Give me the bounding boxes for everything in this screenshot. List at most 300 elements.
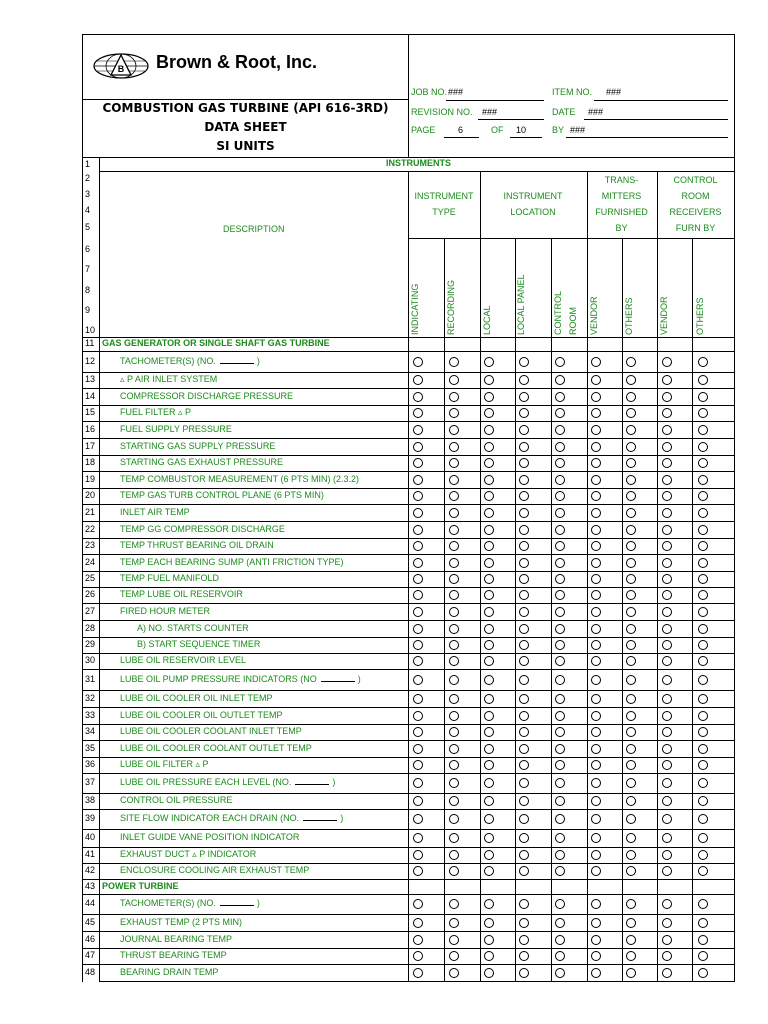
option-circle[interactable] — [519, 508, 529, 518]
option-circle[interactable] — [698, 558, 708, 568]
option-circle[interactable] — [484, 760, 494, 770]
option-circle[interactable] — [484, 442, 494, 452]
option-circle[interactable] — [662, 694, 672, 704]
option-circle[interactable] — [662, 541, 672, 551]
option-circle[interactable] — [519, 760, 529, 770]
option-circle[interactable] — [413, 866, 423, 876]
option-circle[interactable] — [626, 607, 636, 617]
option-circle[interactable] — [413, 558, 423, 568]
option-circle[interactable] — [555, 694, 565, 704]
option-circle[interactable] — [662, 357, 672, 367]
option-circle[interactable] — [519, 675, 529, 685]
option-circle[interactable] — [413, 357, 423, 367]
option-circle[interactable] — [591, 357, 601, 367]
option-circle[interactable] — [698, 760, 708, 770]
option-circle[interactable] — [519, 833, 529, 843]
option-circle[interactable] — [626, 778, 636, 788]
option-circle[interactable] — [519, 558, 529, 568]
option-circle[interactable] — [484, 744, 494, 754]
option-circle[interactable] — [484, 968, 494, 978]
option-circle[interactable] — [413, 711, 423, 721]
option-circle[interactable] — [698, 814, 708, 824]
option-circle[interactable] — [662, 727, 672, 737]
option-circle[interactable] — [591, 607, 601, 617]
option-circle[interactable] — [555, 541, 565, 551]
option-circle[interactable] — [413, 814, 423, 824]
option-circle[interactable] — [413, 640, 423, 650]
option-circle[interactable] — [484, 574, 494, 584]
option-circle[interactable] — [662, 744, 672, 754]
option-circle[interactable] — [413, 833, 423, 843]
option-circle[interactable] — [519, 357, 529, 367]
option-circle[interactable] — [626, 675, 636, 685]
option-circle[interactable] — [555, 458, 565, 468]
option-circle[interactable] — [662, 656, 672, 666]
option-circle[interactable] — [484, 508, 494, 518]
option-circle[interactable] — [591, 624, 601, 634]
option-circle[interactable] — [662, 866, 672, 876]
option-circle[interactable] — [555, 525, 565, 535]
option-circle[interactable] — [698, 574, 708, 584]
option-circle[interactable] — [484, 375, 494, 385]
option-circle[interactable] — [449, 458, 459, 468]
option-circle[interactable] — [626, 694, 636, 704]
option-circle[interactable] — [591, 951, 601, 961]
option-circle[interactable] — [555, 508, 565, 518]
option-circle[interactable] — [519, 656, 529, 666]
option-circle[interactable] — [519, 607, 529, 617]
option-circle[interactable] — [413, 574, 423, 584]
option-circle[interactable] — [662, 918, 672, 928]
option-circle[interactable] — [449, 778, 459, 788]
option-circle[interactable] — [591, 814, 601, 824]
option-circle[interactable] — [413, 375, 423, 385]
option-circle[interactable] — [519, 425, 529, 435]
option-circle[interactable] — [555, 778, 565, 788]
option-circle[interactable] — [519, 458, 529, 468]
option-circle[interactable] — [626, 951, 636, 961]
option-circle[interactable] — [698, 525, 708, 535]
option-circle[interactable] — [484, 475, 494, 485]
option-circle[interactable] — [519, 574, 529, 584]
option-circle[interactable] — [413, 899, 423, 909]
option-circle[interactable] — [555, 624, 565, 634]
option-circle[interactable] — [519, 590, 529, 600]
option-circle[interactable] — [449, 475, 459, 485]
option-circle[interactable] — [519, 951, 529, 961]
option-circle[interactable] — [413, 590, 423, 600]
option-circle[interactable] — [449, 525, 459, 535]
option-circle[interactable] — [413, 508, 423, 518]
option-circle[interactable] — [555, 491, 565, 501]
option-circle[interactable] — [698, 475, 708, 485]
option-circle[interactable] — [698, 850, 708, 860]
option-circle[interactable] — [698, 727, 708, 737]
option-circle[interactable] — [555, 744, 565, 754]
option-circle[interactable] — [626, 968, 636, 978]
option-circle[interactable] — [413, 968, 423, 978]
option-circle[interactable] — [591, 574, 601, 584]
option-circle[interactable] — [662, 475, 672, 485]
option-circle[interactable] — [626, 760, 636, 770]
option-circle[interactable] — [413, 760, 423, 770]
option-circle[interactable] — [555, 408, 565, 418]
count-blank-field[interactable] — [303, 820, 337, 821]
option-circle[interactable] — [413, 475, 423, 485]
option-circle[interactable] — [449, 590, 459, 600]
option-circle[interactable] — [591, 558, 601, 568]
option-circle[interactable] — [698, 951, 708, 961]
option-circle[interactable] — [484, 458, 494, 468]
option-circle[interactable] — [626, 408, 636, 418]
option-circle[interactable] — [484, 675, 494, 685]
option-circle[interactable] — [591, 899, 601, 909]
option-circle[interactable] — [413, 541, 423, 551]
option-circle[interactable] — [555, 935, 565, 945]
option-circle[interactable] — [662, 392, 672, 402]
option-circle[interactable] — [413, 624, 423, 634]
option-circle[interactable] — [626, 458, 636, 468]
option-circle[interactable] — [626, 656, 636, 666]
option-circle[interactable] — [591, 640, 601, 650]
option-circle[interactable] — [484, 408, 494, 418]
option-circle[interactable] — [591, 778, 601, 788]
option-circle[interactable] — [626, 640, 636, 650]
option-circle[interactable] — [662, 574, 672, 584]
option-circle[interactable] — [519, 541, 529, 551]
option-circle[interactable] — [662, 508, 672, 518]
option-circle[interactable] — [662, 850, 672, 860]
option-circle[interactable] — [555, 951, 565, 961]
option-circle[interactable] — [698, 711, 708, 721]
option-circle[interactable] — [449, 425, 459, 435]
option-circle[interactable] — [698, 508, 708, 518]
option-circle[interactable] — [555, 833, 565, 843]
option-circle[interactable] — [519, 968, 529, 978]
option-circle[interactable] — [449, 918, 459, 928]
option-circle[interactable] — [449, 408, 459, 418]
option-circle[interactable] — [662, 899, 672, 909]
option-circle[interactable] — [555, 425, 565, 435]
option-circle[interactable] — [519, 475, 529, 485]
option-circle[interactable] — [698, 866, 708, 876]
option-circle[interactable] — [662, 951, 672, 961]
option-circle[interactable] — [519, 640, 529, 650]
option-circle[interactable] — [662, 458, 672, 468]
option-circle[interactable] — [662, 711, 672, 721]
option-circle[interactable] — [626, 357, 636, 367]
option-circle[interactable] — [591, 442, 601, 452]
option-circle[interactable] — [662, 833, 672, 843]
option-circle[interactable] — [555, 814, 565, 824]
option-circle[interactable] — [626, 833, 636, 843]
option-circle[interactable] — [413, 425, 423, 435]
option-circle[interactable] — [626, 918, 636, 928]
option-circle[interactable] — [591, 408, 601, 418]
option-circle[interactable] — [591, 694, 601, 704]
option-circle[interactable] — [449, 850, 459, 860]
option-circle[interactable] — [413, 607, 423, 617]
option-circle[interactable] — [662, 675, 672, 685]
option-circle[interactable] — [519, 525, 529, 535]
option-circle[interactable] — [591, 508, 601, 518]
option-circle[interactable] — [519, 778, 529, 788]
option-circle[interactable] — [449, 899, 459, 909]
option-circle[interactable] — [626, 744, 636, 754]
option-circle[interactable] — [698, 357, 708, 367]
option-circle[interactable] — [698, 796, 708, 806]
option-circle[interactable] — [591, 425, 601, 435]
option-circle[interactable] — [698, 833, 708, 843]
option-circle[interactable] — [413, 491, 423, 501]
option-circle[interactable] — [662, 624, 672, 634]
option-circle[interactable] — [591, 850, 601, 860]
option-circle[interactable] — [555, 392, 565, 402]
option-circle[interactable] — [519, 727, 529, 737]
option-circle[interactable] — [591, 711, 601, 721]
option-circle[interactable] — [449, 574, 459, 584]
option-circle[interactable] — [555, 866, 565, 876]
option-circle[interactable] — [662, 814, 672, 824]
option-circle[interactable] — [698, 590, 708, 600]
option-circle[interactable] — [591, 744, 601, 754]
option-circle[interactable] — [591, 935, 601, 945]
option-circle[interactable] — [413, 778, 423, 788]
option-circle[interactable] — [413, 850, 423, 860]
option-circle[interactable] — [519, 491, 529, 501]
option-circle[interactable] — [484, 525, 494, 535]
option-circle[interactable] — [626, 935, 636, 945]
option-circle[interactable] — [591, 727, 601, 737]
option-circle[interactable] — [519, 392, 529, 402]
option-circle[interactable] — [626, 590, 636, 600]
option-circle[interactable] — [626, 624, 636, 634]
option-circle[interactable] — [698, 656, 708, 666]
option-circle[interactable] — [626, 425, 636, 435]
option-circle[interactable] — [484, 392, 494, 402]
option-circle[interactable] — [484, 918, 494, 928]
option-circle[interactable] — [626, 899, 636, 909]
option-circle[interactable] — [698, 640, 708, 650]
count-blank-field[interactable] — [220, 363, 254, 364]
option-circle[interactable] — [626, 442, 636, 452]
option-circle[interactable] — [449, 392, 459, 402]
option-circle[interactable] — [591, 375, 601, 385]
option-circle[interactable] — [413, 918, 423, 928]
option-circle[interactable] — [519, 442, 529, 452]
option-circle[interactable] — [555, 968, 565, 978]
option-circle[interactable] — [698, 744, 708, 754]
option-circle[interactable] — [555, 475, 565, 485]
option-circle[interactable] — [519, 375, 529, 385]
option-circle[interactable] — [519, 918, 529, 928]
option-circle[interactable] — [413, 458, 423, 468]
option-circle[interactable] — [449, 935, 459, 945]
option-circle[interactable] — [555, 796, 565, 806]
option-circle[interactable] — [698, 392, 708, 402]
option-circle[interactable] — [591, 833, 601, 843]
option-circle[interactable] — [484, 624, 494, 634]
option-circle[interactable] — [449, 814, 459, 824]
option-circle[interactable] — [555, 675, 565, 685]
option-circle[interactable] — [484, 951, 494, 961]
option-circle[interactable] — [591, 796, 601, 806]
count-blank-field[interactable] — [220, 905, 254, 906]
option-circle[interactable] — [626, 392, 636, 402]
option-circle[interactable] — [662, 607, 672, 617]
option-circle[interactable] — [484, 491, 494, 501]
option-circle[interactable] — [555, 711, 565, 721]
option-circle[interactable] — [519, 796, 529, 806]
option-circle[interactable] — [698, 425, 708, 435]
option-circle[interactable] — [449, 866, 459, 876]
option-circle[interactable] — [626, 558, 636, 568]
option-circle[interactable] — [626, 796, 636, 806]
option-circle[interactable] — [413, 525, 423, 535]
option-circle[interactable] — [662, 525, 672, 535]
option-circle[interactable] — [449, 951, 459, 961]
option-circle[interactable] — [449, 968, 459, 978]
option-circle[interactable] — [484, 694, 494, 704]
option-circle[interactable] — [698, 541, 708, 551]
option-circle[interactable] — [662, 968, 672, 978]
option-circle[interactable] — [449, 656, 459, 666]
option-circle[interactable] — [662, 590, 672, 600]
option-circle[interactable] — [591, 760, 601, 770]
option-circle[interactable] — [519, 694, 529, 704]
option-circle[interactable] — [626, 508, 636, 518]
option-circle[interactable] — [519, 624, 529, 634]
option-circle[interactable] — [413, 935, 423, 945]
option-circle[interactable] — [698, 918, 708, 928]
option-circle[interactable] — [449, 442, 459, 452]
option-circle[interactable] — [698, 935, 708, 945]
option-circle[interactable] — [626, 866, 636, 876]
option-circle[interactable] — [449, 833, 459, 843]
option-circle[interactable] — [591, 541, 601, 551]
option-circle[interactable] — [484, 796, 494, 806]
option-circle[interactable] — [626, 850, 636, 860]
option-circle[interactable] — [555, 357, 565, 367]
option-circle[interactable] — [626, 727, 636, 737]
option-circle[interactable] — [662, 425, 672, 435]
option-circle[interactable] — [484, 727, 494, 737]
option-circle[interactable] — [698, 694, 708, 704]
option-circle[interactable] — [555, 590, 565, 600]
option-circle[interactable] — [555, 574, 565, 584]
count-blank-field[interactable] — [295, 784, 329, 785]
option-circle[interactable] — [484, 899, 494, 909]
option-circle[interactable] — [591, 968, 601, 978]
option-circle[interactable] — [449, 624, 459, 634]
option-circle[interactable] — [662, 935, 672, 945]
option-circle[interactable] — [555, 850, 565, 860]
option-circle[interactable] — [519, 850, 529, 860]
option-circle[interactable] — [662, 640, 672, 650]
option-circle[interactable] — [484, 778, 494, 788]
option-circle[interactable] — [555, 558, 565, 568]
option-circle[interactable] — [698, 458, 708, 468]
option-circle[interactable] — [449, 694, 459, 704]
option-circle[interactable] — [519, 899, 529, 909]
option-circle[interactable] — [413, 694, 423, 704]
option-circle[interactable] — [449, 640, 459, 650]
option-circle[interactable] — [484, 711, 494, 721]
option-circle[interactable] — [591, 491, 601, 501]
option-circle[interactable] — [484, 656, 494, 666]
option-circle[interactable] — [591, 392, 601, 402]
option-circle[interactable] — [591, 525, 601, 535]
option-circle[interactable] — [698, 408, 708, 418]
option-circle[interactable] — [449, 541, 459, 551]
option-circle[interactable] — [484, 425, 494, 435]
option-circle[interactable] — [519, 711, 529, 721]
option-circle[interactable] — [449, 675, 459, 685]
option-circle[interactable] — [662, 408, 672, 418]
option-circle[interactable] — [555, 375, 565, 385]
count-blank-field[interactable] — [321, 681, 355, 682]
option-circle[interactable] — [519, 814, 529, 824]
option-circle[interactable] — [555, 727, 565, 737]
option-circle[interactable] — [662, 778, 672, 788]
option-circle[interactable] — [413, 727, 423, 737]
option-circle[interactable] — [626, 541, 636, 551]
option-circle[interactable] — [413, 796, 423, 806]
option-circle[interactable] — [626, 574, 636, 584]
option-circle[interactable] — [449, 711, 459, 721]
option-circle[interactable] — [449, 607, 459, 617]
option-circle[interactable] — [484, 866, 494, 876]
option-circle[interactable] — [662, 375, 672, 385]
option-circle[interactable] — [519, 935, 529, 945]
option-circle[interactable] — [449, 508, 459, 518]
option-circle[interactable] — [449, 558, 459, 568]
option-circle[interactable] — [698, 442, 708, 452]
option-circle[interactable] — [484, 590, 494, 600]
option-circle[interactable] — [626, 525, 636, 535]
option-circle[interactable] — [449, 357, 459, 367]
option-circle[interactable] — [484, 814, 494, 824]
option-circle[interactable] — [662, 558, 672, 568]
option-circle[interactable] — [519, 408, 529, 418]
option-circle[interactable] — [591, 475, 601, 485]
option-circle[interactable] — [698, 607, 708, 617]
option-circle[interactable] — [449, 375, 459, 385]
option-circle[interactable] — [626, 475, 636, 485]
option-circle[interactable] — [484, 541, 494, 551]
option-circle[interactable] — [484, 607, 494, 617]
option-circle[interactable] — [413, 408, 423, 418]
option-circle[interactable] — [555, 899, 565, 909]
option-circle[interactable] — [626, 491, 636, 501]
option-circle[interactable] — [591, 656, 601, 666]
option-circle[interactable] — [449, 796, 459, 806]
option-circle[interactable] — [698, 899, 708, 909]
option-circle[interactable] — [449, 491, 459, 501]
option-circle[interactable] — [449, 744, 459, 754]
option-circle[interactable] — [484, 850, 494, 860]
option-circle[interactable] — [413, 675, 423, 685]
option-circle[interactable] — [591, 458, 601, 468]
option-circle[interactable] — [698, 675, 708, 685]
option-circle[interactable] — [519, 866, 529, 876]
option-circle[interactable] — [555, 640, 565, 650]
option-circle[interactable] — [662, 491, 672, 501]
option-circle[interactable] — [626, 814, 636, 824]
option-circle[interactable] — [484, 357, 494, 367]
option-circle[interactable] — [484, 935, 494, 945]
option-circle[interactable] — [626, 375, 636, 385]
